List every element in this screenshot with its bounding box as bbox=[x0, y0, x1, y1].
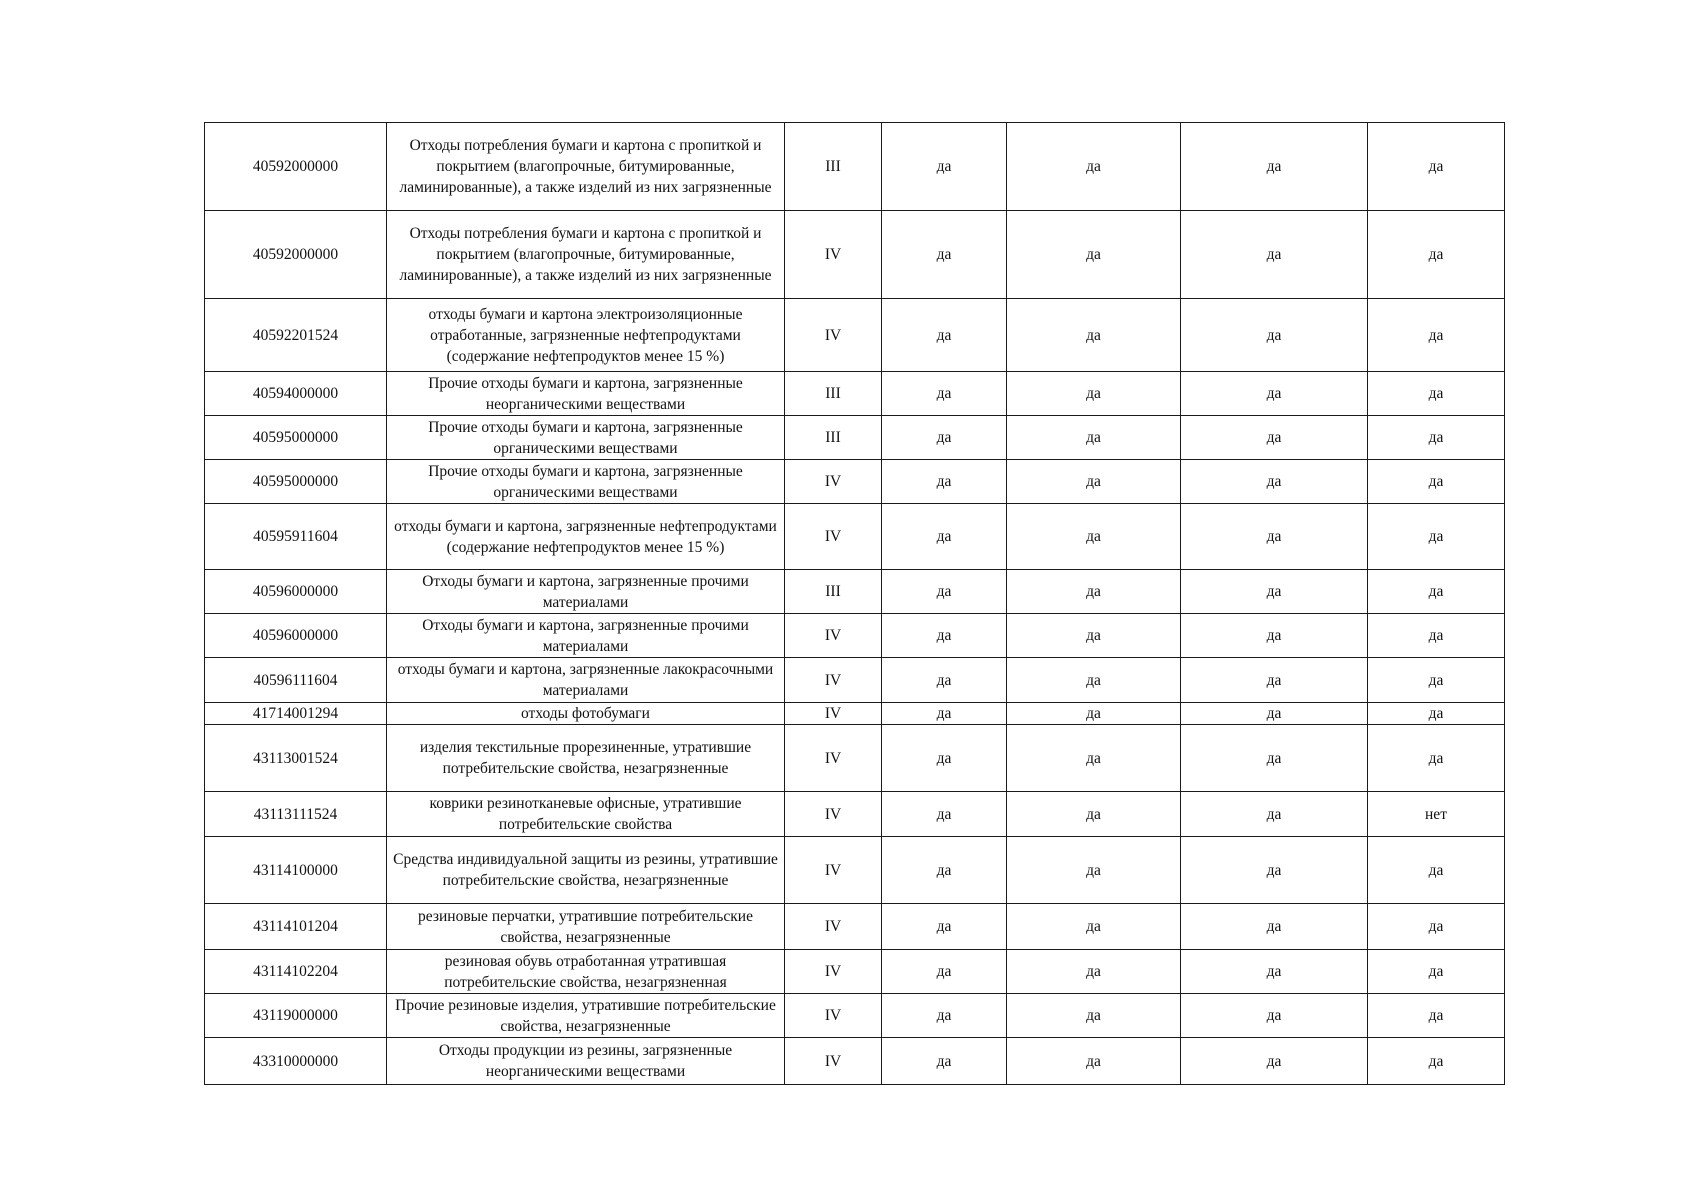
waste-name-cell: отходы бумаги и картона, загрязненные лакокрасочными материалами bbox=[387, 658, 785, 703]
flag-cell-3: да bbox=[1181, 950, 1368, 994]
flag-cell-3: да bbox=[1181, 211, 1368, 299]
flag-cell-3: да bbox=[1181, 994, 1368, 1038]
flag-cell-1: да bbox=[882, 904, 1007, 950]
flag-cell-1: да bbox=[882, 372, 1007, 416]
table-row bbox=[205, 904, 1505, 950]
flag-cell-1: да bbox=[882, 703, 1007, 725]
flag-cell-4: да bbox=[1368, 570, 1505, 614]
table-row bbox=[205, 703, 1505, 725]
waste-name-cell: Отходы продукции из резины, загрязненные неорганическими веществами bbox=[387, 1038, 785, 1085]
flag-cell-3: да bbox=[1181, 504, 1368, 570]
hazard-class-cell: IV bbox=[785, 504, 882, 570]
waste-code-cell: 40596000000 bbox=[205, 614, 387, 658]
flag-cell-2: да bbox=[1007, 416, 1181, 460]
flag-cell-1: да bbox=[882, 725, 1007, 792]
table-row bbox=[205, 299, 1505, 372]
flag-cell-2: да bbox=[1007, 299, 1181, 372]
table-row bbox=[205, 504, 1505, 570]
waste-name-cell: Прочие отходы бумаги и картона, загрязненные органическими веществами bbox=[387, 460, 785, 504]
waste-code-cell: 40595911604 bbox=[205, 504, 387, 570]
flag-cell-1: да bbox=[882, 211, 1007, 299]
waste-name-cell: Отходы бумаги и картона, загрязненные прочими материалами bbox=[387, 570, 785, 614]
hazard-class-cell: IV bbox=[785, 614, 882, 658]
flag-cell-2: да bbox=[1007, 460, 1181, 504]
hazard-class-cell: IV bbox=[785, 211, 882, 299]
flag-cell-2: да bbox=[1007, 904, 1181, 950]
hazard-class-cell: IV bbox=[785, 725, 882, 792]
hazard-class-cell: IV bbox=[785, 904, 882, 950]
flag-cell-4: да bbox=[1368, 994, 1505, 1038]
flag-cell-4: да bbox=[1368, 837, 1505, 904]
flag-cell-3: да bbox=[1181, 904, 1368, 950]
flag-cell-4: да bbox=[1368, 658, 1505, 703]
table-row bbox=[205, 837, 1505, 904]
flag-cell-3: да bbox=[1181, 792, 1368, 837]
table-row bbox=[205, 460, 1505, 504]
flag-cell-3: да bbox=[1181, 372, 1368, 416]
flag-cell-3: да bbox=[1181, 416, 1368, 460]
flag-cell-1: да bbox=[882, 837, 1007, 904]
hazard-class-cell: IV bbox=[785, 950, 882, 994]
waste-code-cell: 40596111604 bbox=[205, 658, 387, 703]
flag-cell-2: да bbox=[1007, 570, 1181, 614]
waste-code-cell: 40595000000 bbox=[205, 416, 387, 460]
waste-name-cell: резиновые перчатки, утратившие потребительские свойства, незагрязненные bbox=[387, 904, 785, 950]
table-row bbox=[205, 950, 1505, 994]
flag-cell-1: да bbox=[882, 994, 1007, 1038]
flag-cell-3: да bbox=[1181, 725, 1368, 792]
table-row bbox=[205, 994, 1505, 1038]
waste-name-cell: резиновая обувь отработанная утратившая потребительские свойства, незагрязненная bbox=[387, 950, 785, 994]
table-body bbox=[205, 123, 1505, 1085]
waste-name-cell: Отходы бумаги и картона, загрязненные прочими материалами bbox=[387, 614, 785, 658]
table-row bbox=[205, 1038, 1505, 1085]
flag-cell-2: да bbox=[1007, 372, 1181, 416]
flag-cell-1: да bbox=[882, 123, 1007, 211]
waste-name-cell: Отходы потребления бумаги и картона с пропиткой и покрытием (влагопрочные, битумированные, ламинированные), а также изделий из них загрязненные bbox=[387, 211, 785, 299]
table-row bbox=[205, 416, 1505, 460]
flag-cell-1: да bbox=[882, 792, 1007, 837]
flag-cell-4: да bbox=[1368, 725, 1505, 792]
waste-code-cell: 43310000000 bbox=[205, 1038, 387, 1085]
flag-cell-2: да bbox=[1007, 994, 1181, 1038]
waste-name-cell: изделия текстильные прорезиненные, утратившие потребительские свойства, незагрязненные bbox=[387, 725, 785, 792]
flag-cell-3: да bbox=[1181, 1038, 1368, 1085]
table-row bbox=[205, 372, 1505, 416]
waste-name-cell: Отходы потребления бумаги и картона с пропиткой и покрытием (влагопрочные, битумированные, ламинированные), а также изделий из них загрязненные bbox=[387, 123, 785, 211]
hazard-class-cell: III bbox=[785, 372, 882, 416]
waste-name-cell: отходы бумаги и картона электроизоляционные отработанные, загрязненные нефтепродуктами (содержание нефтепродуктов менее 15 %) bbox=[387, 299, 785, 372]
table-row bbox=[205, 658, 1505, 703]
flag-cell-2: да bbox=[1007, 725, 1181, 792]
flag-cell-2: да bbox=[1007, 703, 1181, 725]
waste-code-cell: 40595000000 bbox=[205, 460, 387, 504]
flag-cell-1: да bbox=[882, 570, 1007, 614]
waste-code-cell: 40592201524 bbox=[205, 299, 387, 372]
hazard-class-cell: IV bbox=[785, 994, 882, 1038]
waste-code-cell: 43113111524 bbox=[205, 792, 387, 837]
waste-name-cell: коврики резинотканевые офисные, утратившие потребительские свойства bbox=[387, 792, 785, 837]
waste-code-cell: 40592000000 bbox=[205, 211, 387, 299]
flag-cell-4: да bbox=[1368, 950, 1505, 994]
flag-cell-4: да bbox=[1368, 299, 1505, 372]
table-row bbox=[205, 792, 1505, 837]
flag-cell-3: да bbox=[1181, 460, 1368, 504]
hazard-class-cell: IV bbox=[785, 658, 882, 703]
hazard-class-cell: IV bbox=[785, 792, 882, 837]
flag-cell-1: да bbox=[882, 658, 1007, 703]
flag-cell-4: да bbox=[1368, 460, 1505, 504]
waste-code-cell: 43114100000 bbox=[205, 837, 387, 904]
waste-name-cell: отходы бумаги и картона, загрязненные нефтепродуктами (содержание нефтепродуктов менее 15 %) bbox=[387, 504, 785, 570]
flag-cell-3: да bbox=[1181, 299, 1368, 372]
flag-cell-4: да bbox=[1368, 1038, 1505, 1085]
hazard-class-cell: IV bbox=[785, 1038, 882, 1085]
flag-cell-1: да bbox=[882, 504, 1007, 570]
table-row bbox=[205, 614, 1505, 658]
flag-cell-2: да bbox=[1007, 658, 1181, 703]
table-row bbox=[205, 570, 1505, 614]
flag-cell-3: да bbox=[1181, 123, 1368, 211]
hazard-class-cell: IV bbox=[785, 837, 882, 904]
waste-classification-table bbox=[204, 122, 1505, 1085]
hazard-class-cell: III bbox=[785, 123, 882, 211]
flag-cell-2: да bbox=[1007, 614, 1181, 658]
table-row bbox=[205, 211, 1505, 299]
flag-cell-2: да bbox=[1007, 950, 1181, 994]
waste-name-cell: Прочие резиновые изделия, утратившие потребительские свойства, незагрязненные bbox=[387, 994, 785, 1038]
waste-name-cell: Прочие отходы бумаги и картона, загрязненные неорганическими веществами bbox=[387, 372, 785, 416]
waste-code-cell: 43119000000 bbox=[205, 994, 387, 1038]
flag-cell-1: да bbox=[882, 416, 1007, 460]
flag-cell-1: да bbox=[882, 950, 1007, 994]
flag-cell-1: да bbox=[882, 1038, 1007, 1085]
waste-code-cell: 43114101204 bbox=[205, 904, 387, 950]
flag-cell-2: да bbox=[1007, 504, 1181, 570]
flag-cell-4: да bbox=[1368, 372, 1505, 416]
flag-cell-1: да bbox=[882, 299, 1007, 372]
table-row bbox=[205, 123, 1505, 211]
flag-cell-1: да bbox=[882, 614, 1007, 658]
hazard-class-cell: III bbox=[785, 570, 882, 614]
waste-name-cell: отходы фотобумаги bbox=[387, 703, 785, 725]
hazard-class-cell: IV bbox=[785, 460, 882, 504]
waste-code-cell: 41714001294 bbox=[205, 703, 387, 725]
waste-code-cell: 43114102204 bbox=[205, 950, 387, 994]
waste-code-cell: 40592000000 bbox=[205, 123, 387, 211]
flag-cell-4: да bbox=[1368, 504, 1505, 570]
flag-cell-3: да bbox=[1181, 658, 1368, 703]
hazard-class-cell: IV bbox=[785, 299, 882, 372]
flag-cell-3: да bbox=[1181, 703, 1368, 725]
flag-cell-4: да bbox=[1368, 614, 1505, 658]
flag-cell-2: да bbox=[1007, 1038, 1181, 1085]
flag-cell-4: да bbox=[1368, 904, 1505, 950]
flag-cell-1: да bbox=[882, 460, 1007, 504]
hazard-class-cell: III bbox=[785, 416, 882, 460]
waste-code-cell: 43113001524 bbox=[205, 725, 387, 792]
flag-cell-2: да bbox=[1007, 123, 1181, 211]
flag-cell-2: да bbox=[1007, 792, 1181, 837]
flag-cell-4: да bbox=[1368, 211, 1505, 299]
flag-cell-2: да bbox=[1007, 211, 1181, 299]
flag-cell-4: нет bbox=[1368, 792, 1505, 837]
flag-cell-4: да bbox=[1368, 703, 1505, 725]
waste-code-cell: 40594000000 bbox=[205, 372, 387, 416]
waste-name-cell: Средства индивидуальной защиты из резины, утратившие потребительские свойства, незагрязненные bbox=[387, 837, 785, 904]
flag-cell-3: да bbox=[1181, 570, 1368, 614]
flag-cell-3: да bbox=[1181, 837, 1368, 904]
waste-code-cell: 40596000000 bbox=[205, 570, 387, 614]
table-row bbox=[205, 725, 1505, 792]
waste-name-cell: Прочие отходы бумаги и картона, загрязненные органическими веществами bbox=[387, 416, 785, 460]
hazard-class-cell: IV bbox=[785, 703, 882, 725]
flag-cell-4: да bbox=[1368, 123, 1505, 211]
flag-cell-3: да bbox=[1181, 614, 1368, 658]
flag-cell-4: да bbox=[1368, 416, 1505, 460]
flag-cell-2: да bbox=[1007, 837, 1181, 904]
